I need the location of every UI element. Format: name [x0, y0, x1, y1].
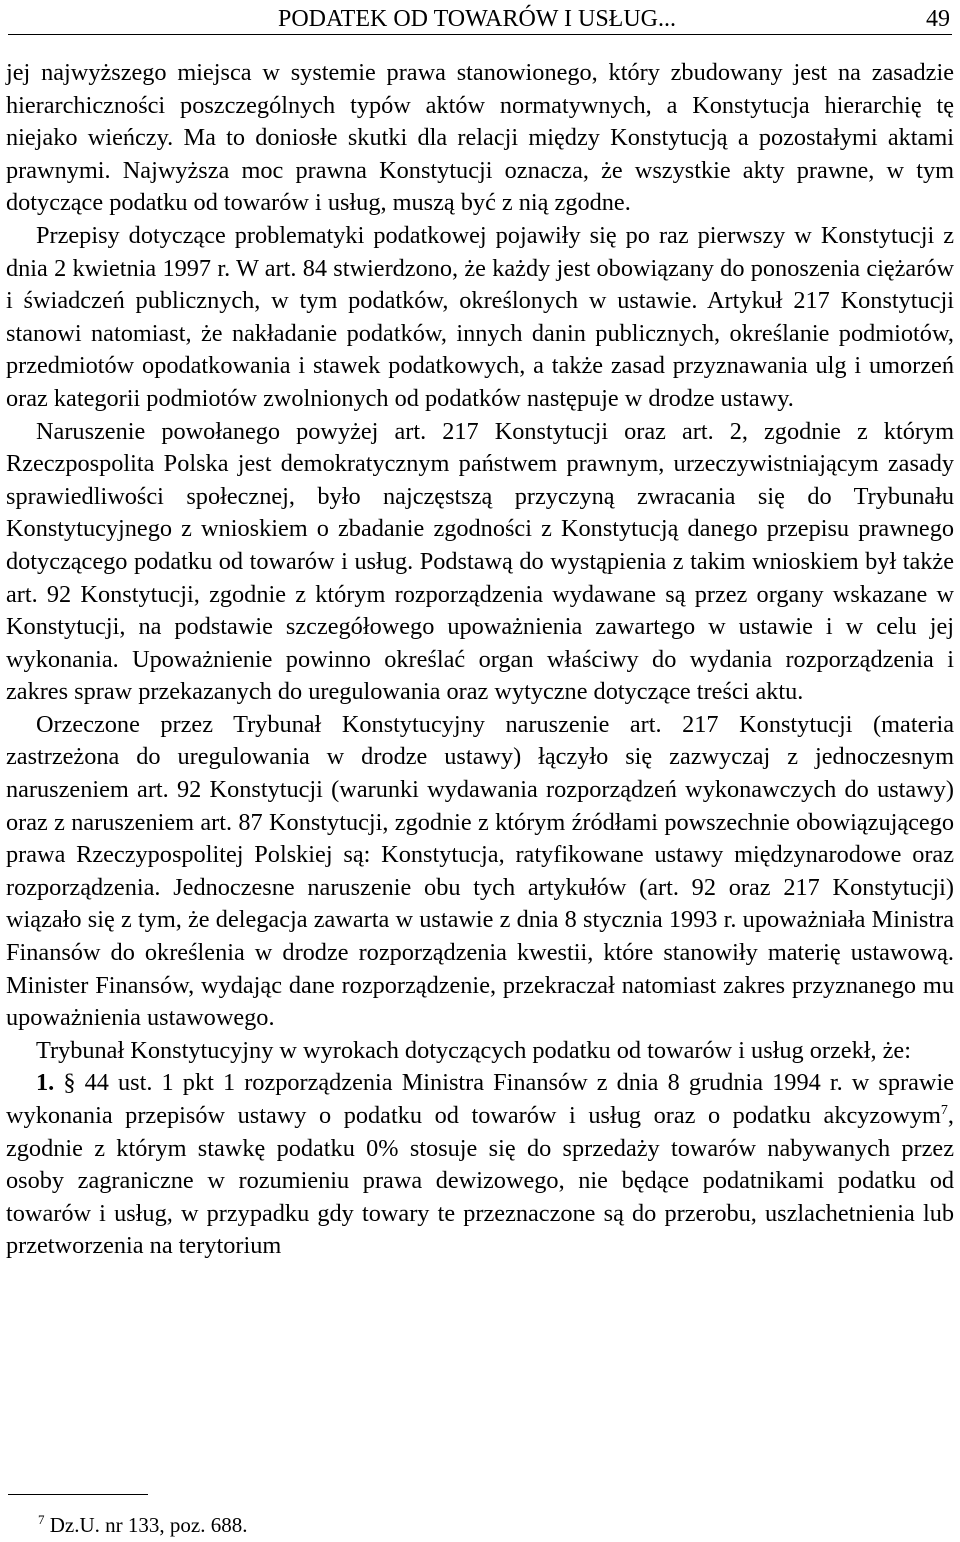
- paragraph-continuation: jej najwyższego miejsca w systemie prawa stanowionego, który zbudowany jest na zasadzie hierarchiczności poszczególnych typów aktów normatywnych, a Konstytucja hierarchię tę niejako wieńczy. Ma to doniosłe skutki dla relacji między Konstytucją a pozostałymi aktami prawnymi. Najwyższa moc prawna Konstytucji oznacza, że wszystkie akty prawne, w tym dotyczące podatku od towarów i usług, muszą być z nią zgodne.: [6, 59, 954, 217]
- footnote: [38, 1512, 247, 1538]
- paragraph-violation-art-217: Naruszenie powołanego powyżej art. 217 Konstytucji oraz art. 2, zgodnie z którym Rzeczpospolita Polska jest demokratycznym państwem prawnym, urzeczywistniającym zasady sprawiedliwości społecznej, było najczęstszą przyczyną zwracania się do Trybunału Konstytucyjnego z wnioskiem o zbadanie zgodności z Konstytucją danego przepisu prawnego dotyczącego podatku od towarów i usług. Podstawą do wystąpienia z takim wnioskiem był także art. 92 Konstytucji, zgodnie z którym rozporządzenia wydawane są przez organy wskazane w Konstytucji, na podstawie szczegółowego upoważnienia zawartego w ustawie i w celu jej wykonania. Upoważnienie powinno określać organ właściwy do wydania rozporządzenia i zakres spraw przekazanych do uregulowania oraz wytyczne dotyczące treści aktu.: [6, 417, 954, 706]
- paragraph-constitution-tax-provisions: Przepisy dotyczące problematyki podatkowej pojawiły się po raz pierwszy w Konstytucji z dnia 2 kwietnia 1997 r. W art. 84 stwierdzono, że każdy jest obowiązany do ponoszenia ciężarów i świadczeń publicznych, w tym podatków, określonych w ustawie. Artykuł 217 Konstytucji stanowi natomiast, że nakładanie podatków, innych danin publicznych, określanie podmiotów, przedmiotów opodatkowania i stawek podatkowych, a także zasad przyznawania ulg i umorzeń oraz kategorii podmiotów zwolnionych od podatków następuje w drodze ustawy.: [6, 221, 954, 412]
- footnote-reference: 7: [940, 1102, 948, 1118]
- running-header-title: PODATEK OD TOWARÓW I USŁUG...: [278, 6, 677, 32]
- paragraph-ruling-1: [6, 1067, 954, 1263]
- ruling-number: 1.: [36, 1069, 55, 1097]
- footnote-separator: [8, 1494, 148, 1495]
- paragraph-tribunal-findings: Orzeczone przez Trybunał Konstytucyjny naruszenie art. 217 Konstytucji (materia zastrzeżona do uregulowania w drodze ustawy) łączyło się zazwyczaj z jednoczesnym naruszeniem art. 92 Konstytucji (warunki wydawania rozporządzeń wykonawczych do ustawy) oraz z naruszeniem art. 87 Konstytucji, zgodnie z którym źródłami powszechnie obowiązującego prawa Rzeczypospolitej Polskiej są: Konstytucja, ratyfikowane ustawy międzynarodowe oraz rozporządzenia. Jednoczesne naruszenie obu tych artykułów (art. 92 oraz 217 Konstytucji) wiązało się z tym, że delegacja zawarta w ustawie z dnia 8 stycznia 1993 r. upoważniała Ministra Finansów do określenia w drodze rozporządzenia kwestii, które stanowiły materię ustawową. Minister Finansów, wydając dane rozporządzenie, przekraczał natomiast zakres przyznanego mu upoważnienia ustawowego.: [6, 710, 954, 1032]
- paragraph-rulings-intro: Trybunał Konstytucyjny w wyrokach dotyczących podatku od towarów i usług orzekł, że:: [36, 1036, 911, 1064]
- body-text: [6, 57, 954, 1263]
- footnote-text: Dz.U. nr 133, poz. 688.: [49, 1513, 248, 1537]
- page-number: 49: [926, 6, 950, 32]
- ruling-1-text-b: , zgodnie z którym stawkę podatku 0% stosuje się do sprzedaży towarów nabywanych przez osoby zagraniczne w rozumieniu prawa dewizowego, nie będące podatnikami podatku od towarów i usług, w przypadku gdy towary te przeznaczone są do przerobu, uszlachetnienia lub przetworzenia na terytorium: [6, 1102, 954, 1260]
- running-header: [8, 4, 952, 35]
- ruling-1-text-a: § 44 ust. 1 pkt 1 rozporządzenia Ministra Finansów z dnia 8 grudnia 1994 r. w sprawie wykonania przepisów ustawy o podatku od towarów i usług oraz o podatku akcyzowym: [6, 1069, 954, 1129]
- footnote-marker: 7: [38, 1512, 45, 1527]
